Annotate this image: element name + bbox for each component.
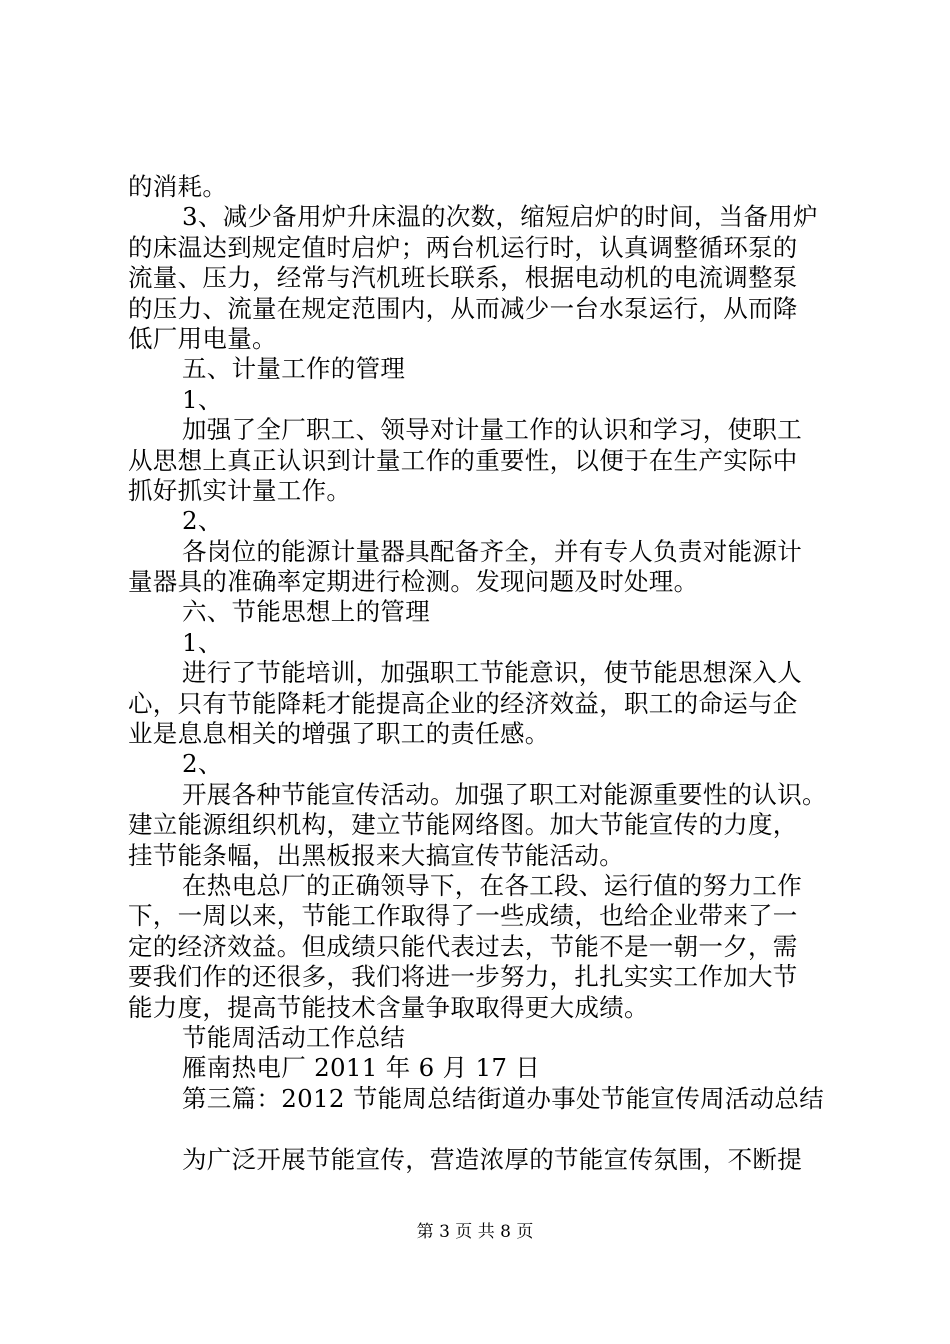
document-lines bbox=[128, 172, 840, 1114]
document-line: 加强了全厂职工、领导对计量工作的认识和学习，使职工 bbox=[182, 415, 802, 445]
document-line: 要我们作的还很多，我们将进一步努力，扎扎实实工作加大节 bbox=[128, 962, 798, 992]
document-line: 六、节能思想上的管理 bbox=[182, 597, 430, 627]
document-line: 在热电总厂的正确领导下，在各工段、运行值的努力工作 bbox=[182, 870, 802, 900]
document-line: 的压力、流量在规定范围内，从而减少一台水泵运行，从而降 bbox=[128, 293, 798, 323]
document-line: 低厂用电量。 bbox=[128, 323, 277, 353]
document-line: 3、减少备用炉升床温的次数，缩短启炉的时间，当备用炉 bbox=[182, 202, 818, 232]
document-line: 量器具的准确率定期进行检测。发现问题及时处理。 bbox=[128, 567, 699, 597]
document-line: 1、 bbox=[182, 384, 223, 414]
document-line: 建立能源组织机构，建立节能网络图。加大节能宣传的力度， bbox=[128, 810, 798, 840]
page-footer: 第 3 页 共 8 页 bbox=[416, 1222, 534, 1242]
document-line: 流量、压力，经常与汽机班长联系，根据电动机的电流调整泵 bbox=[128, 263, 798, 293]
document-line: 的床温达到规定值时启炉；两台机运行时，认真调整循环泵的 bbox=[128, 232, 798, 262]
document-line: 定的经济效益。但成绩只能代表过去，节能不是一朝一夕，需 bbox=[128, 931, 798, 961]
document-line: 心，只有节能降耗才能提高企业的经济效益，职工的命运与企 bbox=[128, 688, 798, 718]
paragraph-gap bbox=[128, 1114, 840, 1145]
document-body bbox=[128, 172, 840, 1176]
document-line: 挂节能条幅，出黑板报来大搞宣传节能活动。 bbox=[128, 840, 624, 870]
document-line: 各岗位的能源计量器具配备齐全，并有专人负责对能源计 bbox=[182, 536, 802, 566]
document-line: 开展各种节能宣传活动。加强了职工对能源重要性的认识。 bbox=[182, 779, 827, 809]
document-line: 从思想上真正认识到计量工作的重要性，以便于在生产实际中 bbox=[128, 445, 798, 475]
document-line: 抓好抓实计量工作。 bbox=[128, 475, 352, 505]
document-line: 雁南热电厂 2011 年 6 月 17 日 bbox=[182, 1053, 541, 1083]
document-line: 进行了节能培训，加强职工节能意识，使节能思想深入人 bbox=[182, 658, 802, 688]
document-line: 能力度，提高节能技术含量争取取得更大成绩。 bbox=[128, 992, 649, 1022]
document-line: 1、 bbox=[182, 627, 223, 657]
document-line: 第三篇：2012 节能周总结街道办事处节能宣传周活动总结 bbox=[182, 1083, 825, 1113]
document-line: 为广泛开展节能宣传，营造浓厚的节能宣传氛围，不断提 bbox=[182, 1145, 802, 1175]
document-line: 下，一周以来，节能工作取得了一些成绩，也给企业带来了一 bbox=[128, 901, 798, 931]
document-line: 五、计量工作的管理 bbox=[182, 354, 406, 384]
document-line: 的消耗。 bbox=[128, 172, 228, 201]
document-line: 2、 bbox=[182, 749, 223, 779]
document-line: 节能周活动工作总结 bbox=[182, 1022, 406, 1052]
document-line: 业是息息相关的增强了职工的责任感。 bbox=[128, 719, 550, 749]
document-line: 2、 bbox=[182, 506, 223, 536]
